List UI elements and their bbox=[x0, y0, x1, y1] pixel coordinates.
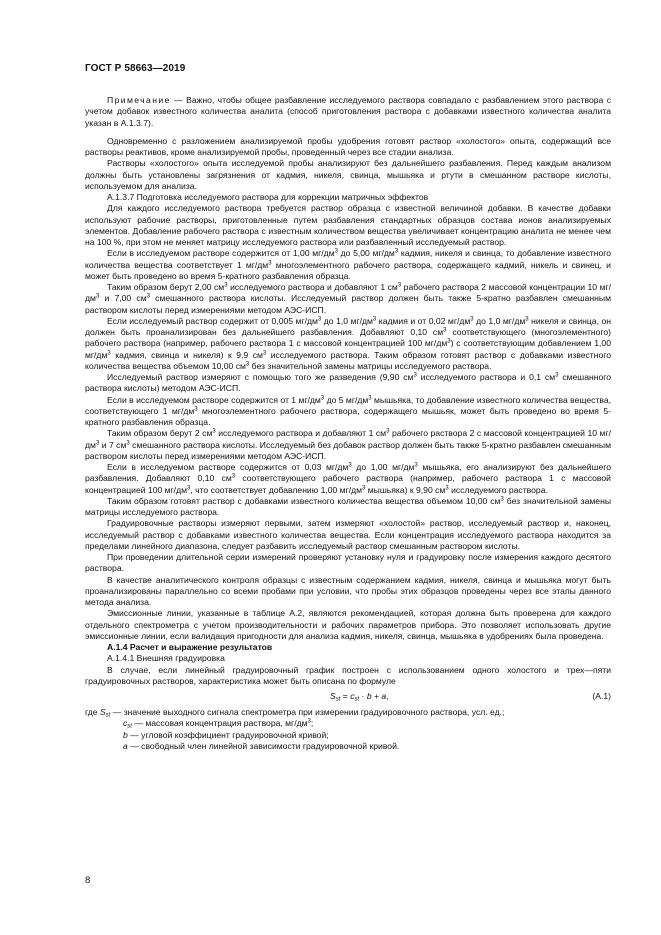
paragraph: В качестве аналитического контроля образцы с известным содержанием кадмия, никеля, свинца и мышьяка могут быть проанализированы параллельно со всеми пробами при условии, что пробы этих образцов проведены через все этапы данного метода анализа. bbox=[85, 574, 611, 607]
paragraph: Градуировочные растворы измеряют первыми, затем измеряют «холостой» раствор, исследуемый раствор и, наконец, исследуемый раствор с добавками известного количества вещества. Если концентрация исследуемого раствора находится за пределами линейного диапазона, следует разбавить исследуемый раствор смешанным раствором кислоты. bbox=[85, 518, 611, 551]
formula-number: (А.1) bbox=[592, 691, 611, 701]
paragraph: Если в исследуемом растворе содержится от 1,00 $мг/дм^3$ до 5,00 $мг/дм^3$ кадмия, никеля и свинца, то добавление известного количества вещества соответствует 1 $мг/дм^3$ многоэлементного рабочего раствора, содержащего кадмий, никель и свинец, и может быть проведено во время 5-кратного разбавления образца. bbox=[85, 248, 611, 281]
where-line: где $S_{st}$ — значение выходного сигнала спектрометра при измерении градуировочного раствора, усл. ед.; bbox=[85, 707, 505, 719]
paragraph: Для каждого исследуемого раствора требуется раствор образца с известной величиной добавки. В качестве добавки используют рабочие растворы, приготовленные путем разбавления стандартных образцов состава ионов анализируемых элементов. Добавление рабочего раствора с известным количеством вещества увеличивает концентрацию аналита не менее чем на 100 %, при этом не меняет матрицу исследуемого раствора или разбавленный исследуемый раствор. bbox=[85, 203, 611, 247]
paragraph: В случае, если линейный градуировочный график построен с использованием одного холостого и трех—пяти градуировочных растворов, характеристика может быть описана по формуле bbox=[85, 664, 611, 686]
paragraph: Таким образом берут 2,00 $см^3$ исследуемого раствора и добавляют 1 $см^3$ рабочего раствора 2 массовой концентрации 10 $мг/дм^3$ и 7,00 $см^3$ смешанного раствора кислоты. Исследуемый раствор должен быть также 5-кратно разбавлен смешанным раствором кислоты перед измерениями методом АЭС-ИСП. bbox=[85, 282, 611, 315]
where-line: b — угловой коэффициент градуировочной кривой; bbox=[123, 729, 329, 740]
paragraph: Если исследуемый раствор содержит от 0,005 $мг/дм^3$ до 1,0 $мг/дм^3$ кадмия и от 0,02 $мг/дм^3$ до 1,0 $мг/дм^3$ никеля и свинца, он должен быть проанализирован без дальнейшего разбавления. Добавляют 0,10 $см^3$ соответствующего (многоэлементного) рабочего раствора (например, рабочего раствора 1 с массовой концентрацией 100 $мг/дм^3$) с соответствующим добавлением 1,00 $мг/дм^3$ кадмия, свинца и никеля) к 9,9 $см^3$ исследуемого раствора. Таким образом готовят раствор с добавками известного количества вещества объемом 10,00 $см^3$ без значительной замены матрицы исследуемого раствора. bbox=[85, 315, 612, 371]
paragraph: Растворы «холостого» опыта исследуемой пробы анализируют без дальнейшего разбавления. Перед каждым анализом должны быть установлены загрязнения от кадмия, никеля, свинца, мышьяка и ртути в смешанном растворе кислоты, используемом для анализа. bbox=[85, 158, 611, 191]
page-content bbox=[85, 95, 611, 752]
section-heading-a137: А.1.3.7 Подготовка исследуемого раствора для коррекции матричных эффектов bbox=[107, 192, 429, 202]
where-line: a — свободный член линейной зависимости градуировочной кривой. bbox=[123, 740, 400, 751]
section-heading-a141: А.1.4.1 Внешняя градуировка bbox=[107, 653, 225, 664]
formula-expression: $S_{st} = c_{st} \cdot b + a$, bbox=[330, 691, 389, 703]
paragraph: При проведении длительной серии измерений проверяют установку нуля и градуировку после измерения каждого десятого раствора. bbox=[85, 552, 611, 574]
note-paragraph bbox=[85, 95, 611, 129]
where-line: $c_{st}$ — массовая концентрация раствора, $мг/дм^3$; bbox=[123, 718, 314, 730]
paragraph: Одновременно с разложением анализируемой пробы удобрения готовят раствор «холостого» опыта, содержащий все растворы реактивов, кроме анализируемой пробы, проведенный через все стадии анализа. bbox=[85, 135, 611, 157]
paragraph: Если в исследуемом растворе содержится от 0,03 $мг/дм^3$ до 1,00 $мг/дм^3$ мышьяка, его анализируют без дальнейшего разбавления. Добавляют 0,10 $см^3$ соответствующего рабочего раствора (например, рабочего раствора 1 с массовой концентрацией 100 $мг/дм^3$, что соответствует добавлению 1,00 $мг/дм^3$ мышьяка) к 9,90 $см^3$ исследуемого раствора. bbox=[85, 462, 611, 495]
section-heading-a14: А.1.4 Расчет и выражение результатов bbox=[107, 642, 273, 652]
paragraph: Эмиссионные линии, указанные в таблице А.2, являются рекомендацией, которая должна быть проверена для каждого отдельного спектрометра с учетом производительности и рабочих параметров прибора. Это позволяет использовать другие эмиссионные линии, если валидация пригодности для анализа кадмия, никеля, свинца, мышьяка в удобрениях была проведена. bbox=[85, 608, 611, 641]
paragraph: Если в исследуемом растворе содержится от 1 $мг/дм^3$ до 5 $мг/дм^3$ мышьяка, то добавление известного количества вещества, соответствующего 1 $мг/дм^3$ многоэлементного рабочего раствора, содержащего мышьяк, может быть проведено во время 5-кратного разбавления образца. bbox=[85, 394, 611, 427]
standard-header: ГОСТ Р 58663—2019 bbox=[85, 63, 186, 74]
note-text: — Важно, чтобы общее разбавление исследуемого раствора совпадало с разбавлением этого раствора с учетом добавок известного количества аналита (способ приготовления раствора с добавками известного количества аналита указан в А.1.3.7). bbox=[85, 95, 611, 128]
formula-a1 bbox=[85, 691, 611, 705]
paragraph: Таким образом готовят раствор с добавками известного количества вещества объемом 10,00 $см^3$ без значительной замены матрицы исследуемого раствора. bbox=[85, 495, 612, 517]
paragraph: Исследуемый раствор измеряют с помощью того же разведения (9,90 $см^3$ исследуемого раствора и 0,1 $см^3$ смешанного раствора кислоты) методом АЭС-ИСП. bbox=[85, 372, 611, 394]
note-label: Примечание bbox=[107, 95, 171, 105]
page-number: 8 bbox=[85, 875, 91, 886]
paragraph: Таким образом берут 2 $см^3$ исследуемого раствора и добавляют 1 $см^3$ рабочего раствора 2 с массовой концентрацией 10 $мг/дм^3$ и 7 $см^3$ смешанного раствора кислоты. Исследуемый без добавок раствор должен быть также 5-кратно разбавлен смешанным раствором кислоты перед измерениями методом АЭС-ИСП. bbox=[85, 428, 611, 461]
